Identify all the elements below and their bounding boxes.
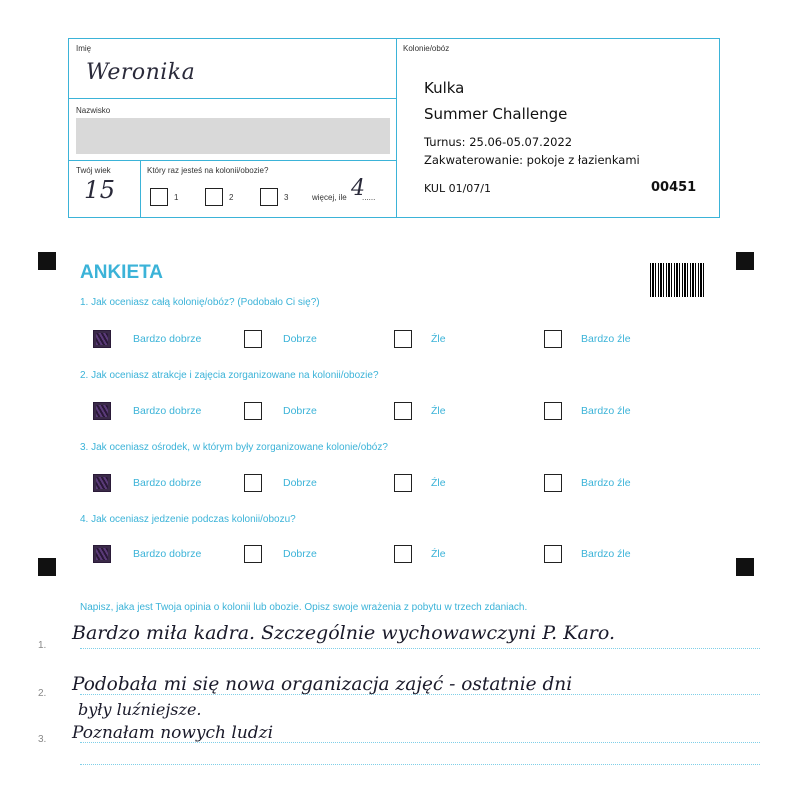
zakwaterowanie-text: Zakwaterowanie: pokoje z łazienkami — [424, 153, 640, 167]
line-number-3: 3. — [38, 734, 47, 745]
count-label-1: 1 — [174, 193, 179, 202]
wiecej-dots: ...... — [362, 193, 376, 202]
registration-marker-bottom-left — [38, 558, 56, 576]
count-checkbox-2[interactable] — [205, 188, 223, 206]
q1-option-zle-checkbox[interactable] — [394, 330, 412, 348]
q3-option-bardzo-dobrze-checkbox[interactable] — [93, 474, 111, 492]
line-number-2: 2. — [38, 688, 47, 699]
q3-option-bardzo-dobrze-label: Bardzo dobrze — [133, 477, 202, 489]
camp-name-line1: Kulka — [424, 79, 465, 97]
q2-option-dobrze-checkbox[interactable] — [244, 402, 262, 420]
answer-text-2b[interactable]: były luźniejsze. — [78, 700, 202, 719]
turnus-text: Turnus: 25.06-05.07.2022 — [424, 135, 573, 149]
q3-option-zle-checkbox[interactable] — [394, 474, 412, 492]
q3-option-dobrze-label: Dobrze — [283, 477, 317, 489]
nazwisko-redacted-value — [76, 118, 390, 154]
question-3-text: 3. Jak oceniasz ośrodek, w którym były zorganizowane kolonie/obóz? — [80, 442, 388, 453]
wiecej-label: więcej, ile — [312, 193, 347, 202]
q4-option-bardzo-zle-checkbox[interactable] — [544, 545, 562, 563]
form-number: 00451 — [651, 180, 697, 195]
barcode — [650, 263, 704, 297]
camp-code: KUL 01/07/1 — [424, 182, 491, 195]
q4-option-dobrze-checkbox[interactable] — [244, 545, 262, 563]
camp-name-line2: Summer Challenge — [424, 105, 568, 123]
header-divider-age — [140, 160, 141, 218]
ktory-raz-label: Który raz jesteś na kolonii/obozie? — [147, 166, 269, 175]
q3-option-bardzo-zle-checkbox[interactable] — [544, 474, 562, 492]
q1-option-bardzo-dobrze-checkbox[interactable] — [93, 330, 111, 348]
q2-option-bardzo-dobrze-checkbox[interactable] — [93, 402, 111, 420]
registration-marker-top-left — [38, 252, 56, 270]
answer-text-2[interactable]: Podobała mi się nowa organizacja zajęć - ostatnie dni — [72, 674, 573, 695]
question-1-text: 1. Jak oceniasz całą kolonię/obóz? (Podobało Ci się?) — [80, 297, 320, 308]
question-2-text: 2. Jak oceniasz atrakcje i zajęcia zorganizowane na kolonii/obozie? — [80, 370, 379, 381]
q4-option-zle-checkbox[interactable] — [394, 545, 412, 563]
kolonie-label: Kolonie/obóz — [403, 44, 450, 53]
imie-value[interactable]: Weronika — [86, 60, 196, 85]
q4-option-bardzo-zle-label: Bardzo źle — [581, 548, 631, 560]
q2-option-zle-checkbox[interactable] — [394, 402, 412, 420]
q4-option-bardzo-dobrze-checkbox[interactable] — [93, 545, 111, 563]
registration-marker-top-right — [736, 252, 754, 270]
count-checkbox-3[interactable] — [260, 188, 278, 206]
q1-option-dobrze-checkbox[interactable] — [244, 330, 262, 348]
count-label-3: 3 — [284, 193, 289, 202]
wiek-value[interactable]: 15 — [84, 176, 116, 204]
registration-marker-bottom-right — [736, 558, 754, 576]
q2-option-bardzo-dobrze-label: Bardzo dobrze — [133, 405, 202, 417]
q3-option-dobrze-checkbox[interactable] — [244, 474, 262, 492]
answer-text-1[interactable]: Bardzo miła kadra. Szczególnie wychowawczyni P. Karo. — [72, 622, 616, 644]
q1-option-zle-label: Źle — [431, 333, 446, 345]
q1-option-bardzo-zle-checkbox[interactable] — [544, 330, 562, 348]
q1-option-bardzo-zle-label: Bardzo źle — [581, 333, 631, 345]
answer-text-3[interactable]: Poznałam nowych ludzi — [72, 723, 274, 743]
count-checkbox-1[interactable] — [150, 188, 168, 206]
answer-line-4 — [80, 764, 760, 765]
q4-option-dobrze-label: Dobrze — [283, 548, 317, 560]
q1-option-bardzo-dobrze-label: Bardzo dobrze — [133, 333, 202, 345]
q2-option-bardzo-zle-checkbox[interactable] — [544, 402, 562, 420]
answer-line-1 — [80, 648, 760, 649]
wiecej-value[interactable]: 4 — [351, 176, 366, 201]
q4-option-zle-label: Źle — [431, 548, 446, 560]
header-divider-name — [68, 98, 396, 99]
q3-option-bardzo-zle-label: Bardzo źle — [581, 477, 631, 489]
nazwisko-label: Nazwisko — [76, 106, 111, 115]
opinion-prompt: Napisz, jaka jest Twoja opinia o kolonii lub obozie. Opisz swoje wrażenia z pobytu w trzech zdaniach. — [80, 602, 528, 613]
count-label-2: 2 — [229, 193, 234, 202]
imie-label: Imię — [76, 44, 92, 53]
survey-title: ANKIETA — [80, 262, 164, 283]
q4-option-bardzo-dobrze-label: Bardzo dobrze — [133, 548, 202, 560]
q1-option-dobrze-label: Dobrze — [283, 333, 317, 345]
q2-option-bardzo-zle-label: Bardzo źle — [581, 405, 631, 417]
wiek-label: Twój wiek — [76, 166, 111, 175]
q2-option-dobrze-label: Dobrze — [283, 405, 317, 417]
q3-option-zle-label: Źle — [431, 477, 446, 489]
line-number-1: 1. — [38, 640, 47, 651]
q2-option-zle-label: Źle — [431, 405, 446, 417]
header-divider-vertical — [396, 38, 397, 218]
question-4-text: 4. Jak oceniasz jedzenie podczas kolonii/obozu? — [80, 514, 296, 525]
header-divider-surname — [68, 160, 396, 161]
